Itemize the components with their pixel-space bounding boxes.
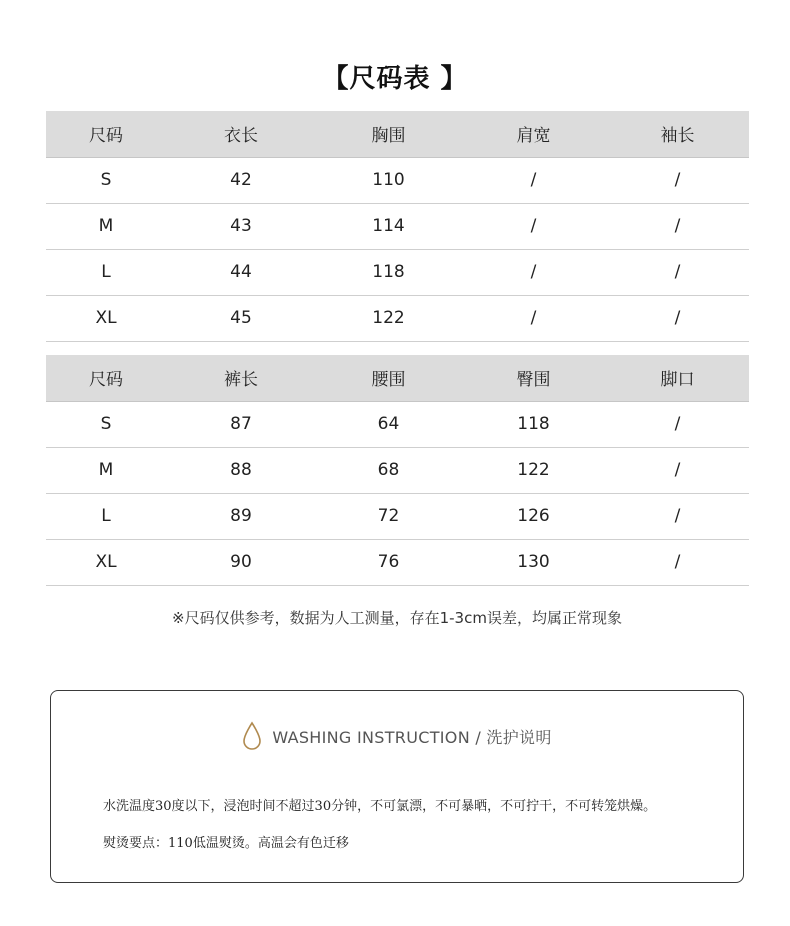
table-row	[46, 493, 749, 539]
table-row	[46, 295, 749, 341]
table-cell: 64	[316, 401, 461, 447]
header-cell: 臀围	[461, 355, 606, 401]
table-cell: /	[606, 295, 749, 341]
ironing-text: 熨烫要点：110低温熨烫。高温会有色迁移	[103, 836, 349, 851]
table-cell: /	[606, 447, 749, 493]
table-cell: /	[461, 203, 606, 249]
table-cell: M	[46, 203, 166, 249]
table-row	[46, 203, 749, 249]
care-heading-row	[51, 721, 743, 751]
table-cell: /	[606, 203, 749, 249]
care-heading: WASHING INSTRUCTION / 洗护说明	[272, 727, 552, 747]
table-cell: 45	[166, 295, 316, 341]
bottom-size-table	[46, 355, 749, 586]
table-cell: M	[46, 447, 166, 493]
table-cell: L	[46, 249, 166, 295]
table-cell: 90	[166, 539, 316, 585]
table-cell: XL	[46, 539, 166, 585]
table-cell: /	[606, 401, 749, 447]
table-cell: /	[606, 539, 749, 585]
table-cell: S	[46, 401, 166, 447]
header-cell: 脚口	[606, 355, 749, 401]
table-cell: 68	[316, 447, 461, 493]
table-row	[46, 401, 749, 447]
table-cell: /	[606, 493, 749, 539]
table-header-row	[46, 111, 749, 157]
table-cell: 87	[166, 401, 316, 447]
table-header-row	[46, 355, 749, 401]
header-cell: 衣长	[166, 111, 316, 157]
table-cell: /	[606, 157, 749, 203]
table-row	[46, 447, 749, 493]
table-cell: 126	[461, 493, 606, 539]
header-cell: 尺码	[46, 355, 166, 401]
table-row	[46, 539, 749, 585]
table-row	[46, 249, 749, 295]
page-title: 【尺码表 】	[322, 64, 468, 94]
table-cell: 89	[166, 493, 316, 539]
header-cell: 胸围	[316, 111, 461, 157]
table-cell: 42	[166, 157, 316, 203]
table-cell: /	[606, 249, 749, 295]
header-cell: 袖长	[606, 111, 749, 157]
table-cell: S	[46, 157, 166, 203]
table-cell: 122	[316, 295, 461, 341]
table-cell: 114	[316, 203, 461, 249]
washing-temperature-text: 水洗温度30度以下，浸泡时间不超过30分钟，不可氯漂，不可暴晒，不可拧干，不可转笼烘燥。	[103, 799, 657, 814]
top-size-table	[46, 111, 749, 342]
header-cell: 肩宽	[461, 111, 606, 157]
table-cell: 72	[316, 493, 461, 539]
care-instruction-box	[50, 690, 744, 883]
table-cell: 43	[166, 203, 316, 249]
table-cell: 130	[461, 539, 606, 585]
water-drop-icon	[242, 721, 262, 751]
table-cell: 118	[316, 249, 461, 295]
table-cell: /	[461, 295, 606, 341]
header-cell: 腰围	[316, 355, 461, 401]
table-cell: 122	[461, 447, 606, 493]
table-cell: XL	[46, 295, 166, 341]
header-cell: 裤长	[166, 355, 316, 401]
table-cell: /	[461, 157, 606, 203]
table-cell: 76	[316, 539, 461, 585]
table-row	[46, 157, 749, 203]
table-cell: 118	[461, 401, 606, 447]
table-cell: L	[46, 493, 166, 539]
table-cell: 44	[166, 249, 316, 295]
header-cell: 尺码	[46, 111, 166, 157]
table-cell: 88	[166, 447, 316, 493]
table-cell: /	[461, 249, 606, 295]
size-disclaimer: ※尺码仅供参考，数据为人工测量，存在1-3cm误差，均属正常现象	[172, 609, 622, 627]
table-cell: 110	[316, 157, 461, 203]
